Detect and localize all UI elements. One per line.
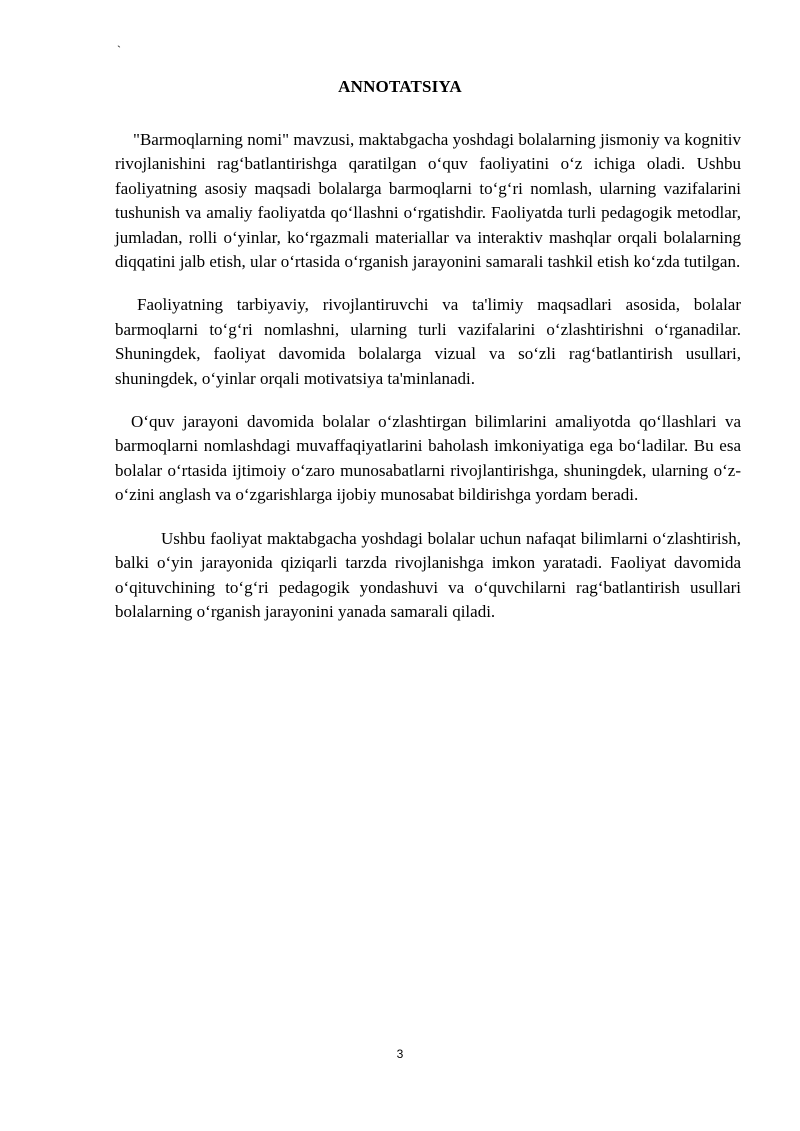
page-title: ANNOTATSIYA xyxy=(338,77,462,96)
paragraph-1: "Barmoqlarning nomi" mavzusi, maktabgacha yoshdagi bolalarning jismoniy va kognitiv rivojlanishini rag‘batlantirishga qaratilgan o‘quv faoliyatini o‘z ichiga oladi. Ushbu faoliyatning asosiy maqsadi bolalarga barmoqlarni to‘g‘ri nomlash, ularning vazifalarini tushunish va amaliy faoliyatda qo‘llashni o‘rgatishdir. Faoliyatda turli pedagogik metodlar, jumladan, rolli o‘yinlar, ko‘rgazmali materiallar va interaktiv mashqlar orqali bolalarning diqqatini jalb etish, ular o‘rtasida o‘rganish jarayonini samarali tashkil etish ko‘zda tutilgan. xyxy=(115,130,741,272)
stray-mark: ` xyxy=(117,43,121,57)
paragraph-3: O‘quv jarayoni davomida bolalar o‘zlashtirgan bilimlarini amaliyotda qo‘llashlari va barmoqlarni nomlashdagi muvaffaqiyatlarini baholash imkoniyatiga ega bo‘ladilar. Bu esa bolalar o‘rtasida ijtimoiy o‘zaro munosabatlarni rivojlantirishga, shuningdek, ularning o‘z-o‘zini anglash va o‘zgarishlarga ijobiy munosabat bildirishga yordam beradi. xyxy=(115,412,741,505)
page-number: 3 xyxy=(396,1047,404,1061)
paragraph-4: Ushbu faoliyat maktabgacha yoshdagi bolalar uchun nafaqat bilimlarni o‘zlashtirish, balki o‘yin jarayonida qiziqarli tarzda rivojlanishga imkon yaratadi. Faoliyat davomida o‘qituvchining to‘g‘ri pedagogik yondashuvi va o‘quvchilarni rag‘batlantirish usullari bolalarning o‘rganish jarayonini yanada samarali qiladi. xyxy=(115,528,741,621)
paragraph-2: Faoliyatning tarbiyaviy, rivojlantiruvchi va ta'limiy maqsadlari asosida, bolalar barmoqlarni to‘g‘ri nomlashni, ularning turli vazifalarini o‘zlashtirishni o‘rganadilar. Shuningdek, faoliyat davomida bolalarga vizual va so‘zli rag‘batlantirish usullari, shuningdek, o‘yinlar orqali motivatsiya ta'minlanadi. xyxy=(115,295,741,388)
annotation-body xyxy=(115,128,741,643)
